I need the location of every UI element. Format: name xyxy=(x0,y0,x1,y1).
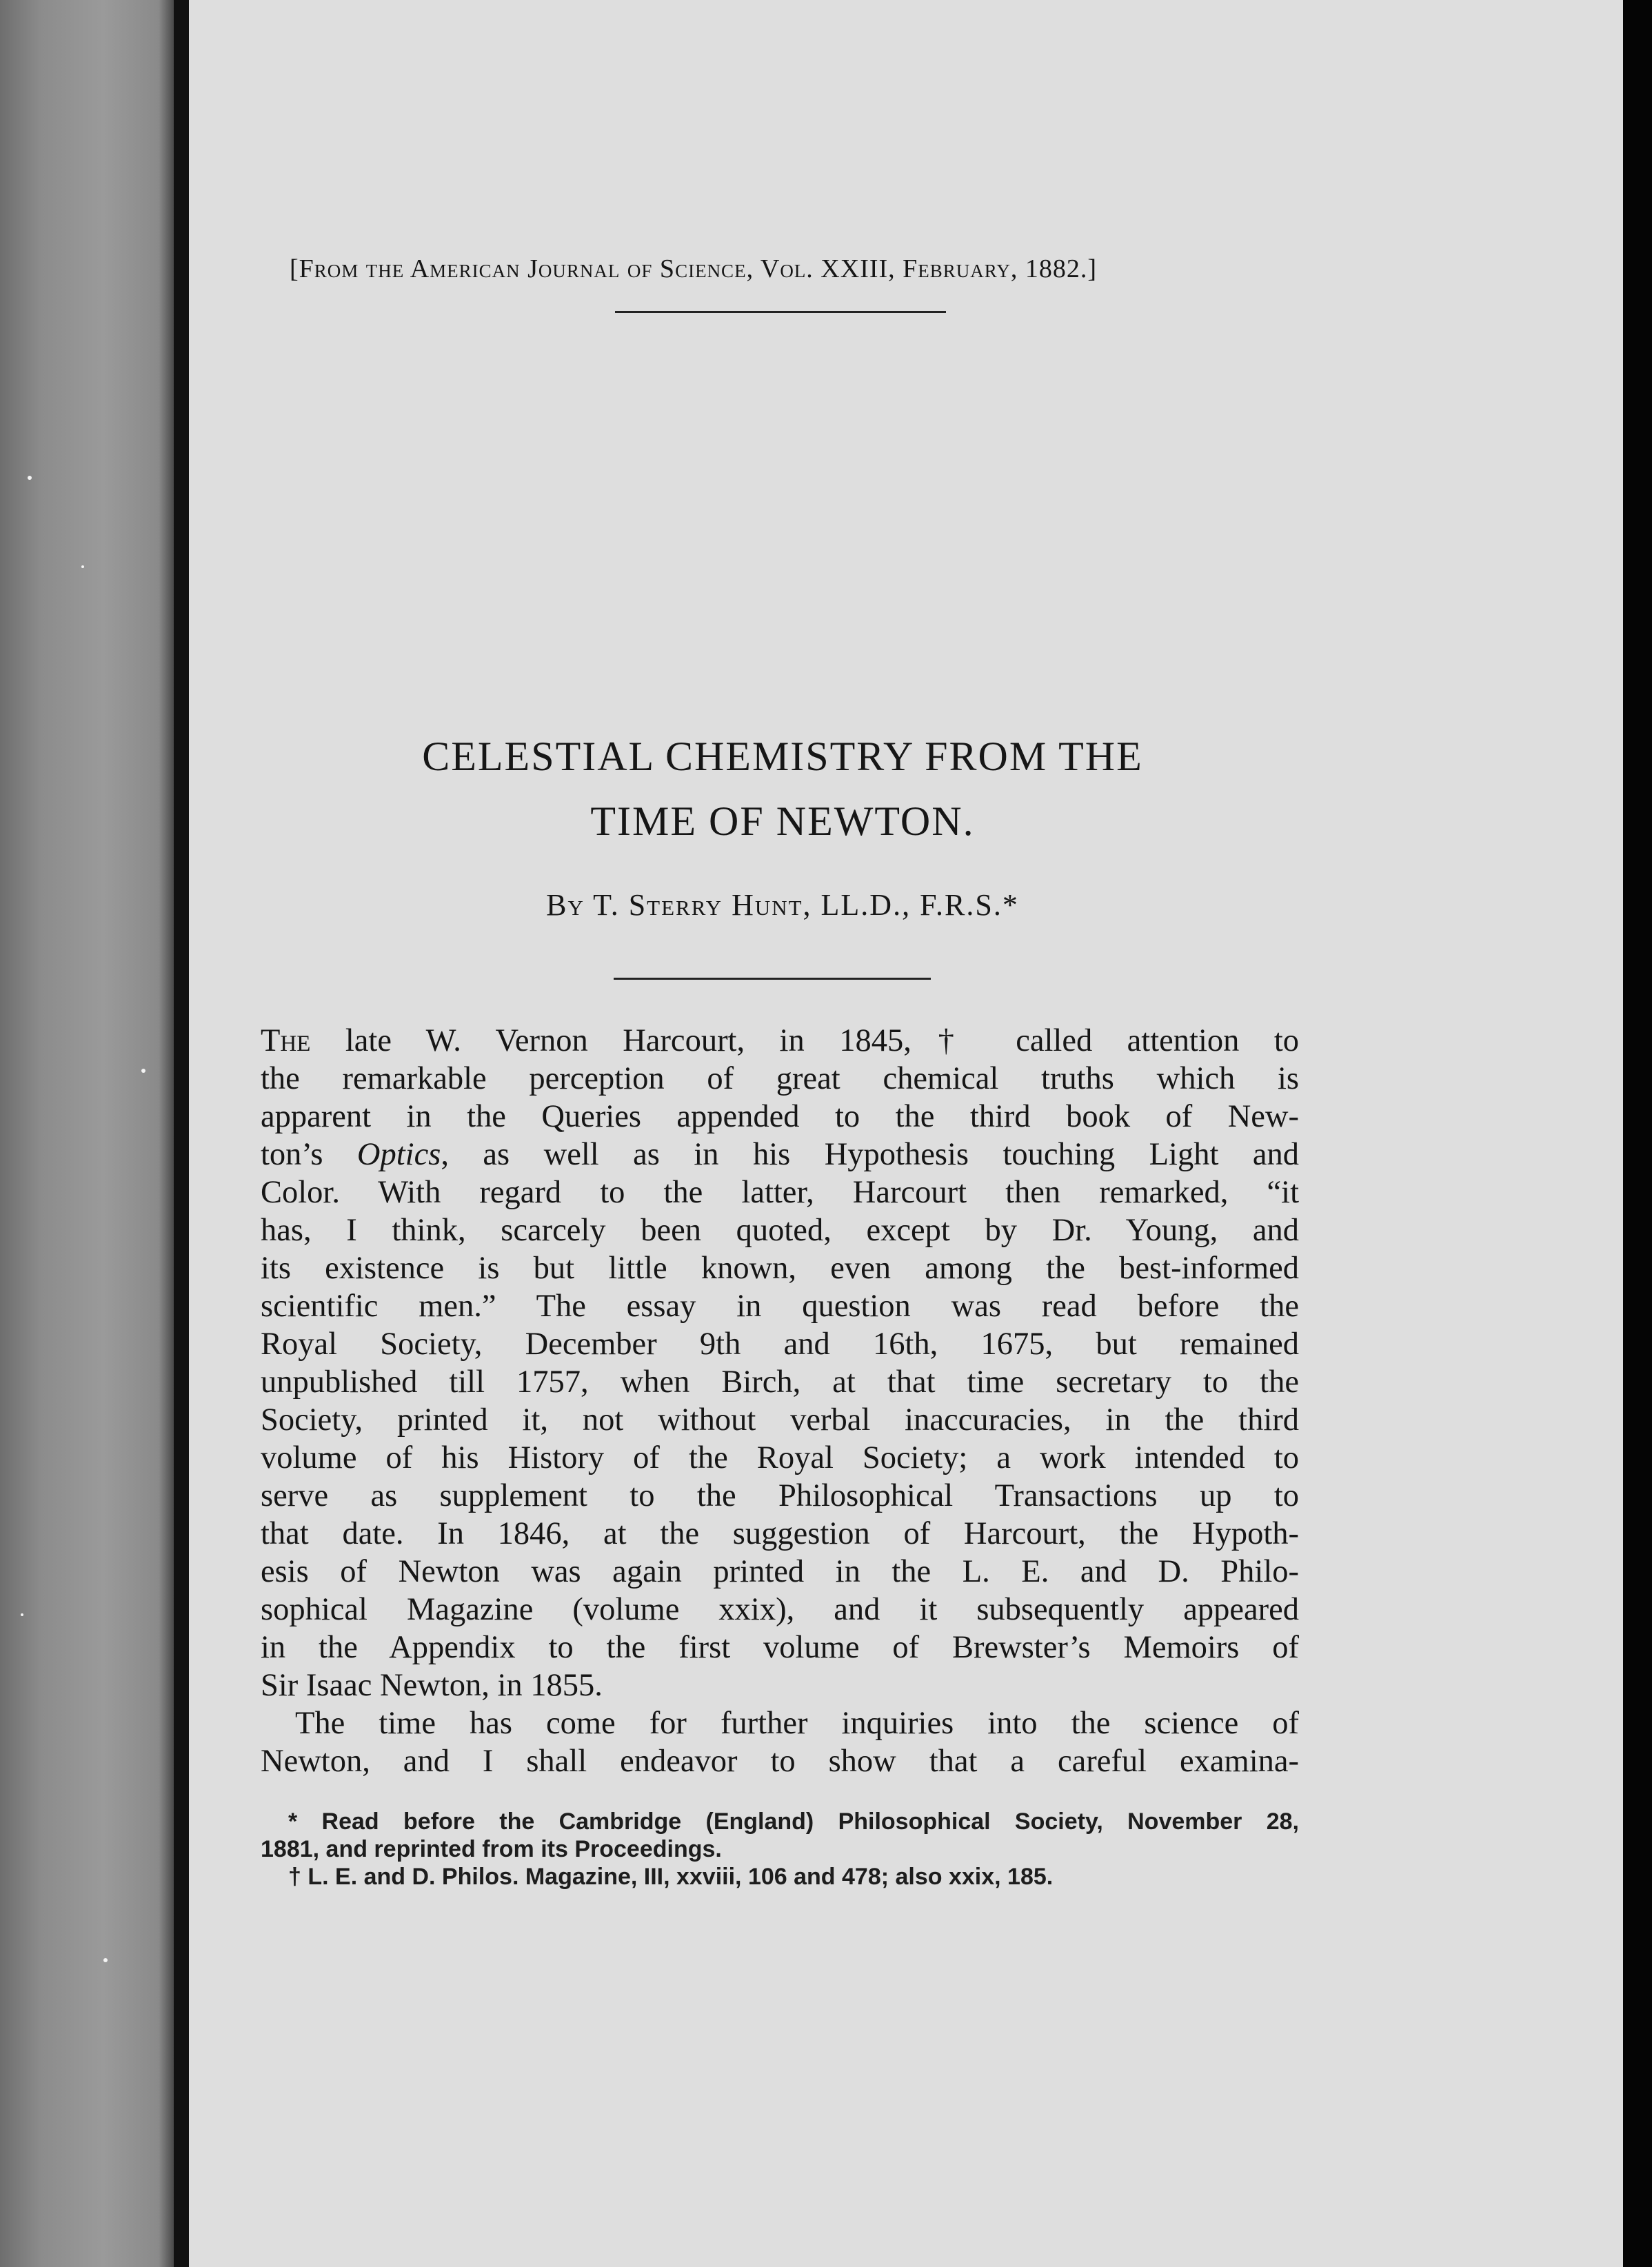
body-line: Color. With regard to the latter, Harcourt then remarked, “it xyxy=(261,1175,1299,1210)
body-line: The time has come for further inquiries into the science of xyxy=(295,1706,1299,1741)
opening-word: The xyxy=(261,1023,311,1058)
footnote-line: 1881, and reprinted from its Proceedings. xyxy=(261,1836,722,1862)
book-gutter xyxy=(174,0,189,2267)
body-line: the remarkable perception of great chemical truths which is xyxy=(261,1061,1299,1096)
body-line: that date. In 1846, at the suggestion of Harcourt, the Hypoth- xyxy=(261,1516,1299,1551)
body-line: has, I think, scarcely been quoted, except by Dr. Young, and xyxy=(261,1213,1299,1248)
footnotes xyxy=(261,1808,1299,1891)
footnote-line: * Read before the Cambridge (England) Philosophical Society, November 28, xyxy=(288,1808,1299,1835)
body-line: scientific men.” The essay in question was read before the xyxy=(261,1289,1299,1324)
body-line: in the Appendix to the first volume of Brewster’s Memoirs of xyxy=(261,1630,1299,1665)
body-line: The late W. Vernon Harcourt, in 1845,† called attention to xyxy=(261,1023,1299,1058)
byline-rule xyxy=(614,978,931,980)
scan-speck xyxy=(28,476,32,480)
body-line: its existence is but little known, even among the best-informed xyxy=(261,1251,1299,1286)
title-line-1: CELESTIAL CHEMISTRY FROM THE xyxy=(422,734,1143,779)
footnote-line: † L. E. and D. Philos. Magazine, III, xxviii, 106 and 478; also xxix, 185. xyxy=(288,1864,1054,1890)
scan-speck xyxy=(21,1613,23,1616)
body-line: ton’s Optics, as well as in his Hypothesis touching Light and xyxy=(261,1137,1299,1172)
body-line: serve as supplement to the Philosophical Transactions up to xyxy=(261,1478,1299,1513)
italic-word: Optics xyxy=(356,1137,441,1172)
body-line: Sir Isaac Newton, in 1855. xyxy=(261,1668,603,1703)
author-byline: By T. Sterry Hunt, LL.D., F.R.S.* xyxy=(546,888,1019,922)
body-line: esis of Newton was again printed in the L. E. and D. Philo- xyxy=(261,1554,1299,1589)
scan-speck xyxy=(141,1069,145,1073)
scan-speck xyxy=(81,565,84,568)
article-title xyxy=(207,724,1358,854)
body-line: Society, printed it, not without verbal inaccuracies, in the third xyxy=(261,1402,1299,1438)
body-line: unpublished till 1757, when Birch, at that time secretary to the xyxy=(261,1364,1299,1400)
body-line: sophical Magazine (volume xxix), and it subsequently appeared xyxy=(261,1592,1299,1627)
body-line: Newton, and I shall endeavor to show that a careful examina- xyxy=(261,1744,1299,1779)
body-line: Royal Society, December 9th and 16th, 1675, but remained xyxy=(261,1327,1299,1362)
body-line: volume of his History of the Royal Society; a work intended to xyxy=(261,1440,1299,1475)
header-rule xyxy=(615,311,946,313)
scan-speck xyxy=(103,1958,108,1962)
scan-border xyxy=(1623,0,1652,2267)
adjacent-page-edge xyxy=(0,0,174,2267)
body-line: apparent in the Queries appended to the third book of New- xyxy=(261,1099,1299,1134)
title-line-2: TIME OF NEWTON. xyxy=(590,798,975,844)
source-citation: [From the American Journal of Science, Vol. XXIII, February, 1882.] xyxy=(290,254,1097,283)
article-body xyxy=(261,1022,1299,1780)
